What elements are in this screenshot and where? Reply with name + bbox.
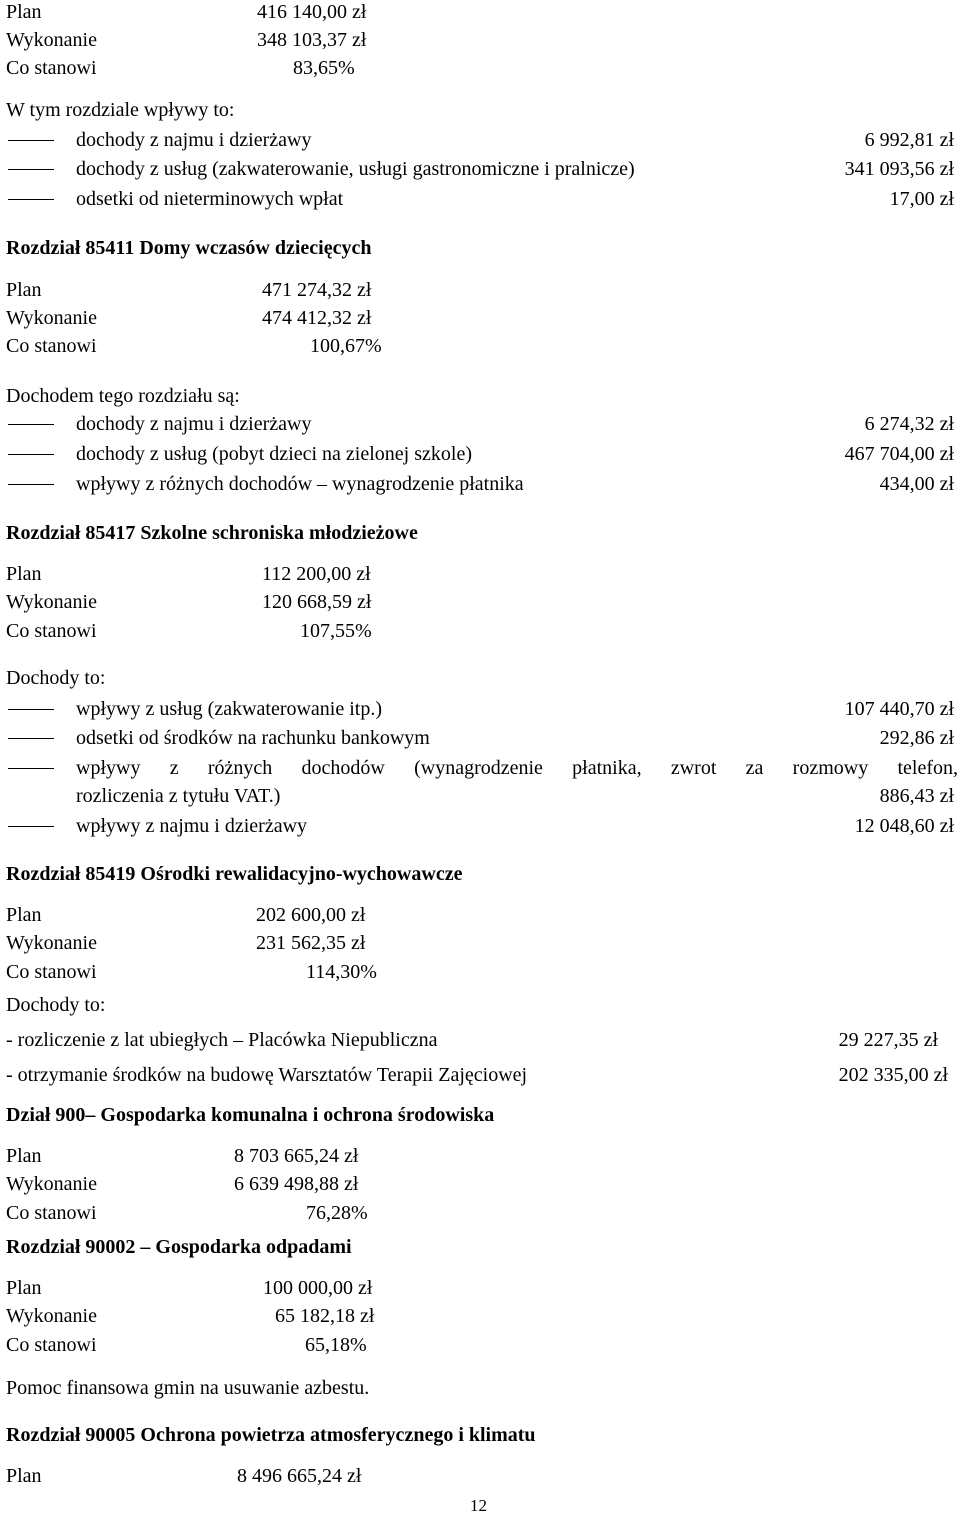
list-item-amount: 17,00 zł bbox=[889, 188, 954, 210]
dash-bullet bbox=[8, 709, 54, 710]
co-stanowi-value: 100,67% bbox=[310, 335, 382, 357]
co-stanowi-label: Co stanowi bbox=[6, 1202, 97, 1224]
plan-label: Plan bbox=[6, 279, 42, 301]
section-intro: W tym rozdziale wpływy to: bbox=[6, 99, 235, 121]
list-item: wpływy z różnych dochodów – wynagrodzenie płatnika bbox=[76, 473, 524, 495]
plan-value: 202 600,00 zł bbox=[256, 904, 366, 926]
list-item: dochody z usług (zakwaterowanie, usługi gastronomiczne i pralnicze) bbox=[76, 158, 635, 180]
list-item: odsetki od nieterminowych wpłat bbox=[76, 188, 344, 210]
dash-bullet bbox=[8, 738, 54, 739]
list-item-justified: wpływy z różnych dochodów (wynagrodzenie płatnika, zwrot za rozmowy telefon, bbox=[76, 757, 958, 779]
dash-bullet bbox=[8, 826, 54, 827]
wykonanie-label: Wykonanie bbox=[6, 591, 97, 613]
co-stanowi-label: Co stanowi bbox=[6, 620, 97, 642]
plan-label: Plan bbox=[6, 1145, 42, 1167]
list-item-amount: 341 093,56 zł bbox=[844, 158, 954, 180]
wykonanie-label: Wykonanie bbox=[6, 307, 97, 329]
wykonanie-label: Wykonanie bbox=[6, 1305, 97, 1327]
list-item: wpływy z usług (zakwaterowanie itp.) bbox=[76, 698, 383, 720]
list-item: odsetki od środków na rachunku bankowym bbox=[76, 727, 430, 749]
wykonanie-value: 65 182,18 zł bbox=[275, 1305, 375, 1327]
plan-value: 416 140,00 zł bbox=[257, 1, 367, 23]
section-note: Pomoc finansowa gmin na usuwanie azbestu. bbox=[6, 1377, 370, 1399]
section-heading: Rozdział 90002 – Gospodarka odpadami bbox=[6, 1236, 352, 1258]
list-item: dochody z najmu i dzierżawy bbox=[76, 413, 312, 435]
dash-bullet bbox=[8, 424, 54, 425]
list-item-amount: 434,00 zł bbox=[879, 473, 954, 495]
wykonanie-value: 120 668,59 zł bbox=[262, 591, 372, 613]
wykonanie-label: Wykonanie bbox=[6, 932, 97, 954]
list-item-amount: 886,43 zł bbox=[879, 785, 954, 807]
dash-bullet bbox=[8, 169, 54, 170]
co-stanowi-value: 107,55% bbox=[300, 620, 372, 642]
plan-value: 8 703 665,24 zł bbox=[234, 1145, 359, 1167]
plan-value: 112 200,00 zł bbox=[262, 563, 371, 585]
plan-value: 8 496 665,24 zł bbox=[237, 1465, 362, 1487]
wykonanie-value: 474 412,32 zł bbox=[262, 307, 372, 329]
plan-value: 100 000,00 zł bbox=[263, 1277, 373, 1299]
list-item-amount: 29 227,35 zł bbox=[838, 1029, 938, 1051]
list-item: - otrzymanie środków na budowę Warsztatów Terapii Zajęciowej bbox=[6, 1064, 528, 1086]
wykonanie-label: Wykonanie bbox=[6, 29, 97, 51]
dash-bullet bbox=[8, 454, 54, 455]
section-heading: Rozdział 90005 Ochrona powietrza atmosferycznego i klimatu bbox=[6, 1424, 536, 1446]
list-item-amount: 202 335,00 zł bbox=[838, 1064, 948, 1086]
wykonanie-value: 6 639 498,88 zł bbox=[234, 1173, 359, 1195]
section-intro: Dochodem tego rozdziału są: bbox=[6, 385, 240, 407]
page-number: 12 bbox=[470, 1496, 487, 1515]
dash-bullet bbox=[8, 140, 54, 141]
co-stanowi-label: Co stanowi bbox=[6, 335, 97, 357]
plan-value: 471 274,32 zł bbox=[262, 279, 372, 301]
co-stanowi-value: 65,18% bbox=[305, 1334, 367, 1356]
dash-bullet bbox=[8, 768, 54, 769]
plan-label: Plan bbox=[6, 1465, 42, 1487]
co-stanowi-value: 83,65% bbox=[293, 57, 355, 79]
co-stanowi-label: Co stanowi bbox=[6, 961, 97, 983]
list-item-amount: 6 274,32 zł bbox=[864, 413, 954, 435]
wykonanie-label: Wykonanie bbox=[6, 1173, 97, 1195]
co-stanowi-value: 114,30% bbox=[306, 961, 377, 983]
list-item: dochody z najmu i dzierżawy bbox=[76, 129, 312, 151]
co-stanowi-value: 76,28% bbox=[306, 1202, 368, 1224]
plan-label: Plan bbox=[6, 1277, 42, 1299]
list-item-amount: 467 704,00 zł bbox=[844, 443, 954, 465]
section-heading: Rozdział 85419 Ośrodki rewalidacyjno-wychowawcze bbox=[6, 863, 463, 885]
list-item: wpływy z najmu i dzierżawy bbox=[76, 815, 308, 837]
list-item-continuation: rozliczenia z tytułu VAT.) bbox=[76, 785, 281, 807]
plan-label: Plan bbox=[6, 563, 42, 585]
section-intro: Dochody to: bbox=[6, 994, 106, 1016]
list-item: dochody z usług (pobyt dzieci na zielonej szkole) bbox=[76, 443, 472, 465]
co-stanowi-label: Co stanowi bbox=[6, 1334, 97, 1356]
list-item-amount: 107 440,70 zł bbox=[844, 698, 954, 720]
wykonanie-value: 231 562,35 zł bbox=[256, 932, 366, 954]
wykonanie-value: 348 103,37 zł bbox=[257, 29, 367, 51]
list-item: - rozliczenie z lat ubiegłych – Placówka Niepubliczna bbox=[6, 1029, 438, 1051]
section-heading: Rozdział 85411 Domy wczasów dziecięcych bbox=[6, 237, 372, 259]
section-heading: Rozdział 85417 Szkolne schroniska młodzieżowe bbox=[6, 522, 418, 544]
dash-bullet bbox=[8, 484, 54, 485]
section-heading: Dział 900– Gospodarka komunalna i ochrona środowiska bbox=[6, 1104, 495, 1126]
dash-bullet bbox=[8, 199, 54, 200]
plan-label: Plan bbox=[6, 904, 42, 926]
list-item-amount: 12 048,60 zł bbox=[854, 815, 954, 837]
list-item-amount: 292,86 zł bbox=[879, 727, 954, 749]
list-item-amount: 6 992,81 zł bbox=[864, 129, 954, 151]
co-stanowi-label: Co stanowi bbox=[6, 57, 97, 79]
section-intro: Dochody to: bbox=[6, 667, 106, 689]
plan-label: Plan bbox=[6, 1, 42, 23]
